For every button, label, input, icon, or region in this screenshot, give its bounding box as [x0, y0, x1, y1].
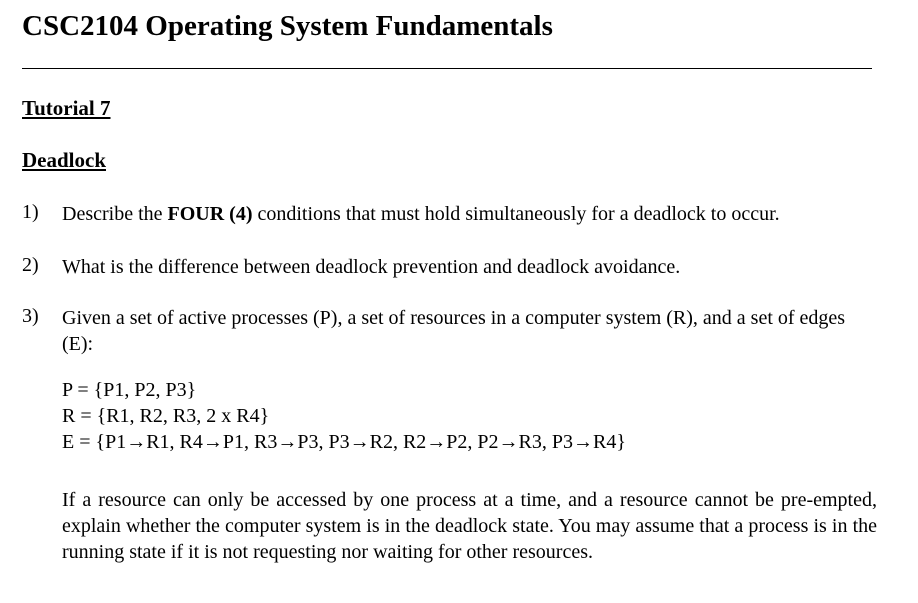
question-1-text-bold: FOUR (4) — [167, 203, 253, 225]
question-2-number: 2) — [22, 254, 39, 276]
question-1-text-before: Describe the — [62, 203, 168, 225]
question-1-text — [62, 201, 877, 227]
process-set: P = {P1, P2, P3} — [62, 379, 197, 401]
question-2-text: What is the difference between deadlock prevention and deadlock avoidance. — [62, 256, 681, 278]
question-3-paragraph: If a resource can only be accessed by one process at a time, and a resource cannot be pre-empted, explain whether the computer system is in the deadlock state. You may assume that a process is in the running state if it is not requesting nor waiting for other resources. — [62, 489, 877, 563]
question-1-text-after: conditions that must hold simultaneously for a deadlock to occur. — [252, 203, 780, 225]
resource-set: R = {R1, R2, R3, 2 x R4} — [62, 405, 270, 427]
question-3-text: Given a set of active processes (P), a set of resources in a computer system (R), and a set of edges (E): — [62, 307, 846, 355]
edge-set: E = {P1→R1, R4→P1, R3→P3, P3→R2, R2→P2, P2→R3, P3→R4} — [62, 431, 626, 453]
horizontal-rule — [22, 68, 872, 69]
question-1-number: 1) — [22, 201, 39, 223]
question-3-number: 3) — [22, 305, 39, 327]
topic-heading: Deadlock — [22, 148, 106, 172]
course-title: CSC2104 Operating System Fundamentals — [22, 10, 553, 42]
tutorial-heading: Tutorial 7 — [22, 96, 111, 120]
